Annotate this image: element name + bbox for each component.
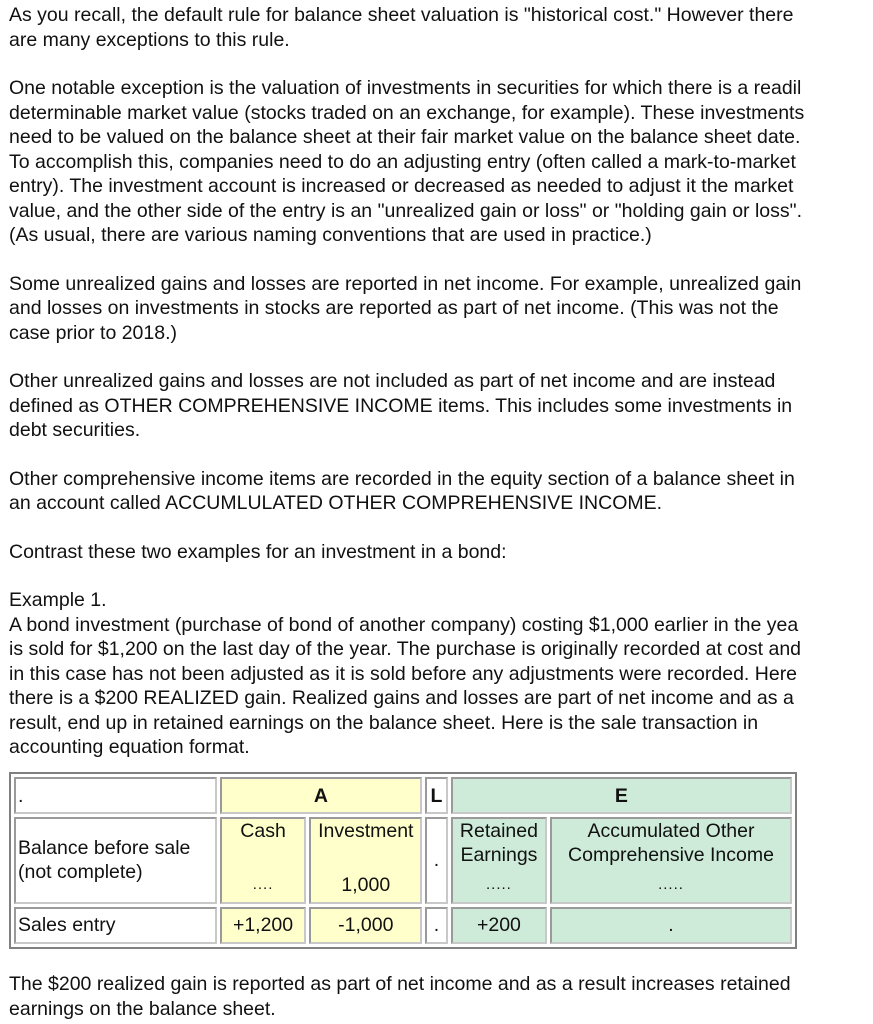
paragraph-contrast: Contrast these two examples for an investment in a bond: — [9, 540, 507, 563]
paragraph-oci-items: Other unrealized gains and losses are not included as part of net income and are instead defined as OTHER COMPREHENSIVE INCOME items. This includes some investments in debt securities. — [9, 370, 793, 441]
paragraph-example-1: Example 1. A bond investment (purchase of bond of another company) costing $1,000 earlier in the yea is sold for $1,200 on the last day of the year. The purchase is originally recorded at cost and in this case has not been adjusted as it is sold before any adjustments were recorded. Here there is a $200 REALIZED gain. Realized gains and losses are part of net income and as a result, end up in retained earnings on the balance sheet. Here is the sale transaction in accounting equation format. — [9, 588, 873, 760]
investment-column — [309, 817, 422, 904]
liabilities-balance: . — [425, 817, 448, 904]
paragraph-historical-cost: As you recall, the default rule for balance sheet valuation is "historical cost." However there are many exceptions to this rule. — [9, 4, 794, 51]
balance-row-label: Balance before sale (not complete) — [14, 817, 217, 904]
investment-header: Investment — [318, 820, 414, 843]
cash-header: Cash — [240, 820, 286, 843]
sales-aoci: . — [550, 907, 792, 944]
example-title: Example 1. — [9, 589, 107, 611]
cash-balance: .... — [252, 876, 274, 894]
paragraph-net-income: Some unrealized gains and losses are reported in net income. For example, unrealized gain and losses on investments in stocks are reported as part of net income. (This was not the case prior to 2018.) — [9, 272, 802, 344]
investment-balance: 1,000 — [341, 874, 391, 897]
sales-liabilities: . — [425, 907, 448, 944]
cash-column — [220, 817, 307, 904]
accounting-equation-table — [9, 772, 797, 949]
paragraph-aoci: Other comprehensive income items are recorded in the equity section of a balance sheet in an account called ACCUMLULATED OTHER COMPREHENSIVE INCOME. — [9, 467, 795, 514]
retained-earnings-header-line2: Earnings — [460, 844, 538, 867]
aoci-header-line1: Accumulated Other — [587, 820, 755, 843]
sales-investment: -1,000 — [309, 907, 422, 944]
sales-cash: +1,200 — [220, 907, 307, 944]
aoci-balance: ..... — [658, 876, 684, 894]
aoci-column — [550, 817, 792, 904]
assets-header: A — [220, 777, 423, 814]
paragraph-conclusion: The $200 realized gain is reported as part of net income and as a result increases retained earnings on the balance sheet. — [9, 973, 791, 1020]
equity-header: E — [451, 777, 792, 814]
table-corner-cell: . — [14, 777, 217, 814]
retained-earnings-balance: ..... — [486, 876, 512, 894]
aoci-header-line2: Comprehensive Income — [568, 844, 774, 867]
sales-retained-earnings: +200 — [451, 907, 547, 944]
paragraph-notable-exception: One notable exception is the valuation of investments in securities for which there is a readil determinable market value (stocks traded on an exchange, for example). These investments need to be valued on the balance sheet at their fair market value on the balance sheet date. To accomplish this, companies need to do an adjusting entry (often called a mark-to-market entry). The investment account is increased or decreased as needed to adjust it the market value, and the other side of the entry is an "unrealized gain or loss" or "holding gain or loss". (As usual, there are various naming conventions that are used in practice.) — [9, 77, 805, 246]
liabilities-header: L — [425, 777, 448, 814]
sales-row-label: Sales entry — [14, 907, 217, 944]
retained-earnings-header-line1: Retained — [459, 820, 538, 843]
retained-earnings-column — [451, 817, 547, 904]
